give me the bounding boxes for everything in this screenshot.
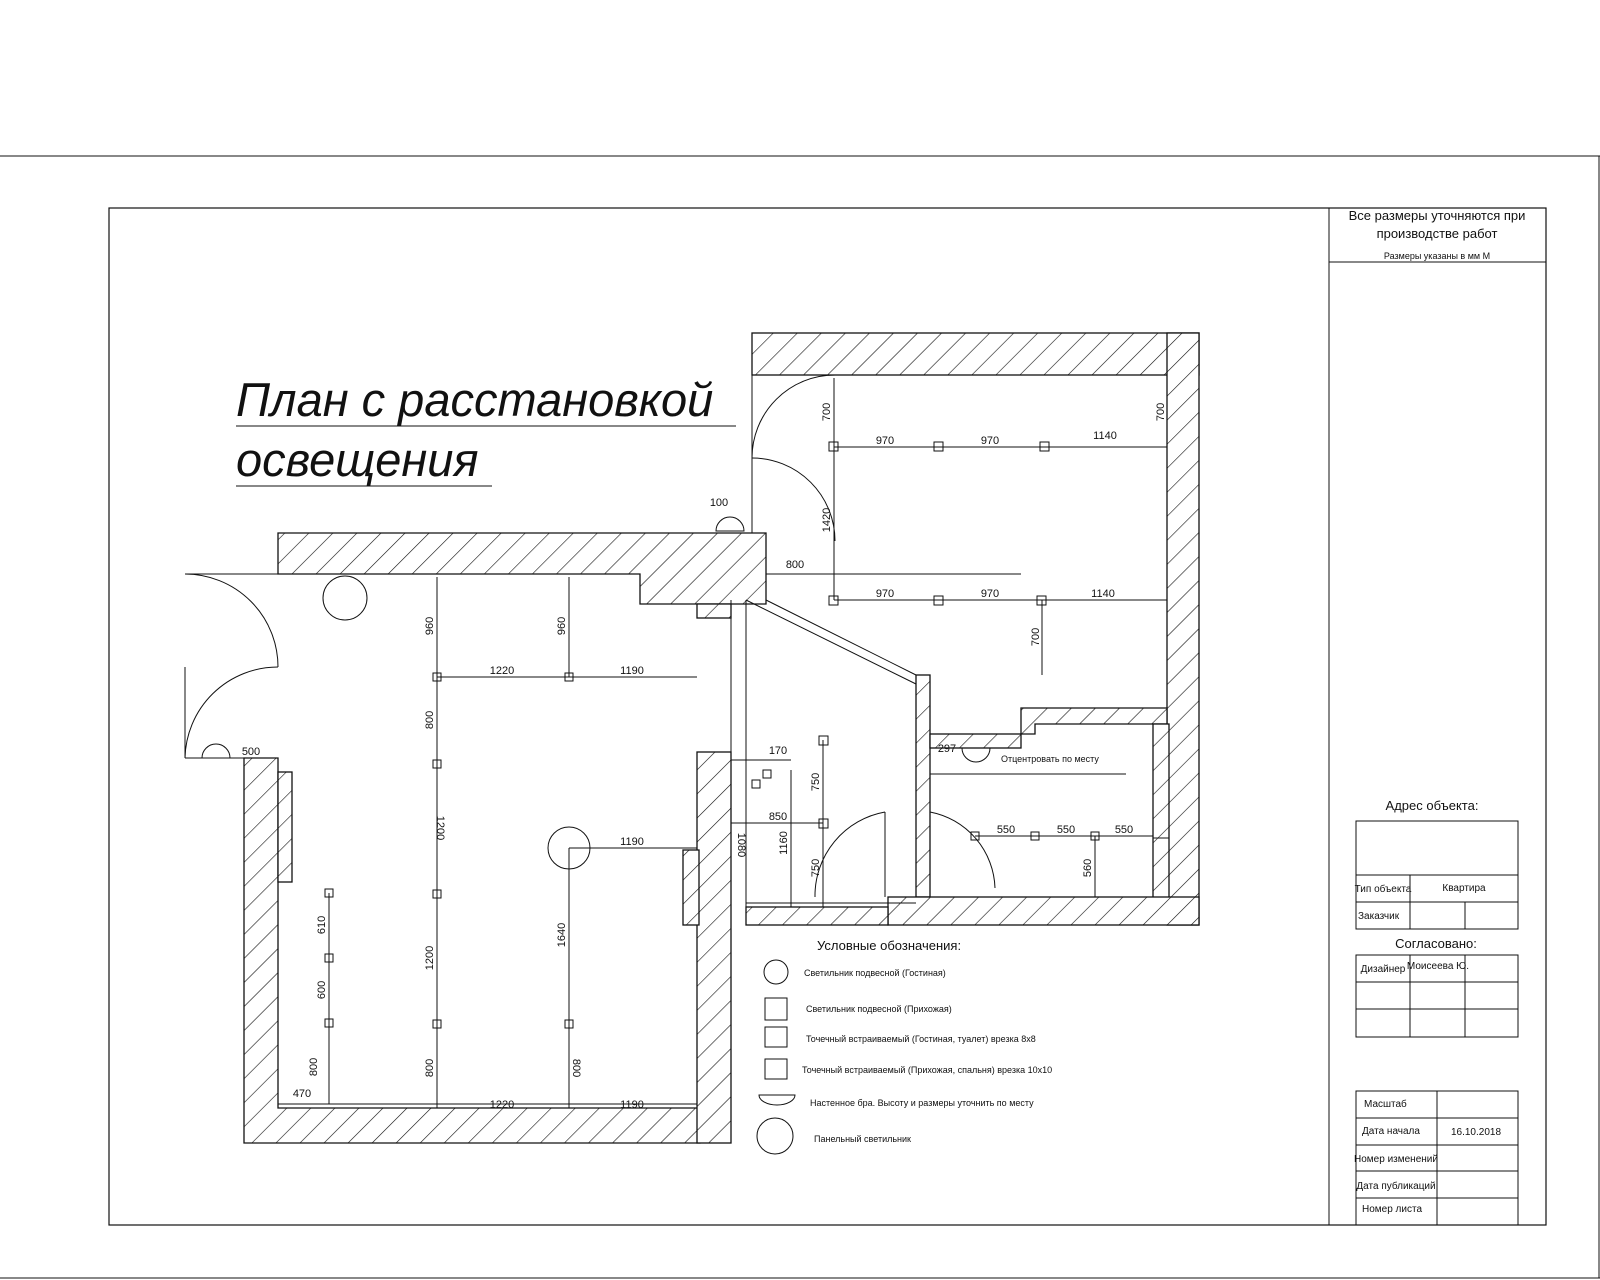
dim-label: 100 — [709, 497, 729, 509]
dim-label: 500 — [241, 746, 261, 758]
legend-item-label: Панельный светильник — [814, 1134, 911, 1144]
wall-bath-right — [1153, 724, 1169, 898]
dim-label: 1190 — [620, 836, 644, 848]
legend-symbol-square — [765, 1059, 787, 1079]
customer-label: Заказчик — [1358, 911, 1400, 922]
dim-label: 700 — [1030, 627, 1042, 647]
plan-annotation: Отцентровать по месту — [1001, 754, 1099, 764]
dim-label: 1140 — [1093, 430, 1117, 442]
wall-sconce-bath — [962, 748, 990, 762]
start-date-value: 16.10.2018 — [1450, 1127, 1502, 1138]
revision-label: Номер изменений — [1354, 1154, 1438, 1165]
dim-label: 800 — [424, 1058, 436, 1078]
dim-label: 1140 — [1091, 588, 1115, 600]
dim-label: 1190 — [620, 665, 644, 677]
wall-hall-partition — [916, 675, 930, 897]
dim-label: 700 — [821, 402, 833, 422]
dim-label: 1220 — [489, 1099, 515, 1111]
dim-label: 970 — [875, 588, 895, 600]
legend-item-label: Настенное бра. Высоту и размеры уточнить по месту — [810, 1098, 1034, 1108]
dim-label: 1640 — [556, 922, 568, 948]
wall-bedroom-top — [752, 333, 1199, 375]
pendant-light-living — [323, 576, 367, 620]
dim-label: 850 — [768, 811, 788, 823]
legend-item-label: Точечный встраиваемый (Прихожая, спальня) врезка 10х10 — [802, 1065, 1053, 1075]
dim-label: 970 — [980, 435, 1000, 447]
dim-label: 1080 — [735, 832, 747, 858]
address-label: Адрес объекта: — [1385, 798, 1479, 813]
designer-label: Дизайнер — [1360, 964, 1406, 975]
legend-item-label: Точечный встраиваемый (Гостиная, туалет) врезка 8х8 — [806, 1034, 1036, 1044]
address-box — [1356, 821, 1518, 875]
dim-label: 1200 — [434, 815, 446, 841]
sheet-number-label: Номер листа — [1362, 1204, 1423, 1215]
wall-bottom-strip — [888, 897, 1199, 925]
object-type-label: Тип объекта — [1354, 884, 1412, 895]
dim-label: 800 — [424, 710, 436, 730]
legend-symbol-half-circle — [759, 1095, 795, 1105]
notes-line3: Размеры указаны в мм М — [1383, 251, 1491, 261]
hall-diag-1 — [746, 600, 916, 684]
title-block — [1354, 798, 1518, 1225]
dim-label: 1160 — [778, 831, 790, 855]
dim-label: 1190 — [620, 1099, 644, 1111]
dim-label: 800 — [570, 1058, 582, 1078]
legend-symbol-circle — [764, 960, 788, 984]
interior-lines — [731, 375, 1169, 907]
legend-item-label: Светильник подвесной (Гостиная) — [804, 968, 946, 978]
dim-label: 550 — [1056, 824, 1076, 836]
dim-label: 610 — [316, 915, 328, 935]
drawing-title-line1: План с расстановкой — [236, 373, 714, 426]
designer-value: Моисеева Ю. — [1406, 961, 1470, 972]
hall-diag-2 — [766, 600, 916, 675]
dim-label: 600 — [316, 980, 328, 1000]
wall-hall-bottom — [746, 907, 888, 925]
wall-left-niche — [278, 772, 292, 882]
entrance-door-arc-top — [185, 574, 278, 667]
wall-living-left — [244, 758, 700, 1143]
dim-label: 560 — [1082, 858, 1094, 878]
start-date-label: Дата начала — [1362, 1126, 1420, 1137]
wall-bedroom-bottom-step — [1021, 708, 1167, 734]
dim-label: 700 — [1155, 402, 1167, 422]
wall-sconce-entrance — [202, 744, 230, 758]
dim-label: 550 — [1114, 824, 1134, 836]
legend-heading: Условные обозначения: — [817, 938, 962, 953]
wall-living-right — [697, 752, 731, 1143]
spot-light — [763, 770, 771, 778]
object-type-value: Квартира — [1442, 883, 1486, 894]
wall-sconce-bedroom — [716, 517, 744, 531]
dim-label: 1220 — [489, 665, 515, 677]
dim-label: 1420 — [821, 507, 833, 533]
legend — [757, 938, 1052, 1154]
dim-label: 750 — [810, 772, 822, 792]
scale-label: Масштаб — [1364, 1099, 1407, 1110]
wall-living-right-jog — [683, 850, 699, 925]
dim-label: 970 — [980, 588, 1000, 600]
dim-label: 970 — [875, 435, 895, 447]
wall-bedroom-right — [1167, 333, 1199, 925]
dim-label: 170 — [768, 745, 788, 757]
wall-living-right-upper — [697, 604, 731, 618]
drawing-title-line2: освещения — [236, 433, 479, 486]
legend-symbol-square — [765, 1027, 787, 1047]
spot-light — [752, 780, 760, 788]
legend-symbol-circle — [757, 1118, 793, 1154]
bath-door-arc — [930, 812, 995, 888]
dim-label: 960 — [424, 616, 436, 636]
dim-label: 550 — [996, 824, 1016, 836]
hall-door-arc — [815, 812, 885, 897]
legend-item-label: Светильник подвесной (Прихожая) — [806, 1004, 952, 1014]
dim-label: 800 — [785, 559, 805, 571]
dim-label: 960 — [556, 616, 568, 636]
dim-label: 750 — [810, 858, 822, 878]
notes-line2: производстве работ — [1376, 226, 1498, 241]
dim-label: 1200 — [424, 945, 436, 971]
wall-living-top — [278, 533, 766, 604]
notes-line1: Все размеры уточняются при — [1348, 208, 1526, 223]
legend-symbol-square — [765, 998, 787, 1020]
approved-label: Согласовано: — [1395, 936, 1477, 951]
dim-label: 800 — [308, 1057, 320, 1077]
dim-label: 470 — [292, 1088, 312, 1100]
dim-label: 297 — [937, 743, 957, 755]
entrance-door-arc-bottom — [185, 667, 278, 758]
publish-date-label: Дата публикаций — [1356, 1181, 1436, 1192]
